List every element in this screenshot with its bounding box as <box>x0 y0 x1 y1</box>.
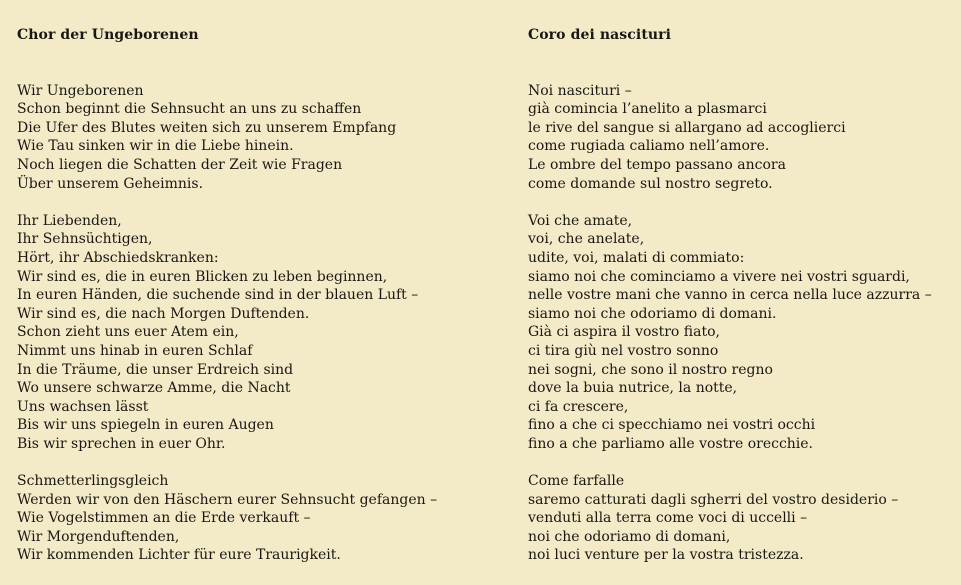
poem-line: Nimmt uns hinab in euren Schlaf <box>17 342 253 359</box>
poem-line: venduti alla terra come voci di uccelli – <box>528 510 808 527</box>
poem-line: Ihr Sehnsüchtigen, <box>17 231 153 248</box>
poem-line: nelle vostre mani che vanno in cerca nella luce azzurra – <box>528 287 932 304</box>
poem-line: nei sogni, che sono il nostro regno <box>528 361 773 378</box>
poem-line: Uns wachsen lässt <box>17 398 149 415</box>
german-title: Chor der Ungeborenen <box>17 27 199 43</box>
german-column <box>17 26 507 584</box>
italian-title: Coro dei nascituri <box>528 27 672 43</box>
poem-line: voi, che anelate, <box>528 231 645 248</box>
poem-line: già comincia l’anelito a plasmarci <box>528 101 767 118</box>
poem-line: come domande sul nostro segreto. <box>528 175 773 192</box>
poem-line: Werden wir von den Häschern eurer Sehnsucht gefangen – <box>17 491 438 508</box>
poem-line: Le ombre del tempo passano ancora <box>528 156 786 173</box>
german-stanza-2 <box>17 212 507 454</box>
poem-line: Noch liegen die Schatten der Zeit wie Fragen <box>17 156 343 173</box>
poem-line: ci tira giù nel vostro sonno <box>528 342 719 359</box>
poem-line: Noi nascituri – <box>528 82 632 99</box>
poem-line: Wir sind es, die nach Morgen Duftenden. <box>17 305 310 322</box>
poem-line: Schon beginnt die Sehnsucht an uns zu schaffen <box>17 101 362 118</box>
poem-line: dove la buia nutrice, la notte, <box>528 380 738 397</box>
poem-line: Wie Tau sinken wir in die Liebe hinein. <box>17 138 294 155</box>
italian-column <box>528 26 958 584</box>
poem-line: In euren Händen, die suchende sind in der blauen Luft – <box>17 287 419 304</box>
german-stanza-1 <box>17 82 507 194</box>
poem-line: saremo catturati dagli sgherri del vostro desiderio – <box>528 491 899 508</box>
poem-line: Come farfalle <box>528 473 625 490</box>
poem-line: Über unserem Geheimnis. <box>17 175 204 192</box>
poem-line: Die Ufer des Blutes weiten sich zu unserem Empfang <box>17 119 397 136</box>
poem-line: Wo unsere schwarze Amme, die Nacht <box>17 380 291 397</box>
poem-line: Wir Morgenduftenden, <box>17 528 180 545</box>
poem-line: Già ci aspira il vostro fiato, <box>528 324 721 341</box>
poem-line: le rive del sangue si allargano ad accoglierci <box>528 119 846 136</box>
italian-stanza-2 <box>528 212 958 454</box>
poem-line: udite, voi, malati di commiato: <box>528 249 745 266</box>
poem-line: Schmetterlingsgleich <box>17 473 169 490</box>
poem-line: siamo noi che cominciamo a vivere nei vostri sguardi, <box>528 268 910 285</box>
poem-line: fino a che parliamo alle vostre orecchie. <box>528 435 814 452</box>
poem-line: noi luci venture per la vostra tristezza. <box>528 547 804 564</box>
poem-line: Ihr Liebenden, <box>17 212 122 229</box>
poem-line: Bis wir uns spiegeln in euren Augen <box>17 417 274 434</box>
poem-line: Bis wir sprechen in euer Ohr. <box>17 435 226 452</box>
poem-line: Wie Vogelstimmen an die Erde verkauft – <box>17 510 311 527</box>
poem-line: come rugiada caliamo nell’amore. <box>528 138 770 155</box>
poem-line: Wir Ungeborenen <box>17 82 144 99</box>
poem-line: Schon zieht uns euer Atem ein, <box>17 324 239 341</box>
italian-stanza-1 <box>528 82 958 194</box>
poem-line: siamo noi che odoriamo di domani. <box>528 305 777 322</box>
poem-line: Wir sind es, die in euren Blicken zu leben beginnen, <box>17 268 388 285</box>
poem-line: Wir kommenden Lichter für eure Traurigkeit. <box>17 547 341 564</box>
poem-line: ci fa crescere, <box>528 398 629 415</box>
german-stanza-3 <box>17 472 507 565</box>
poem-line: fino a che ci specchiamo nei vostri occhi <box>528 417 816 434</box>
poem-line: Hört, ihr Abschiedskranken: <box>17 249 219 266</box>
poem-line: Voi che amate, <box>528 212 633 229</box>
poem-line: noi che odoriamo di domani, <box>528 528 731 545</box>
poem-line: In die Träume, die unser Erdreich sind <box>17 361 294 378</box>
italian-stanza-3 <box>528 472 958 565</box>
